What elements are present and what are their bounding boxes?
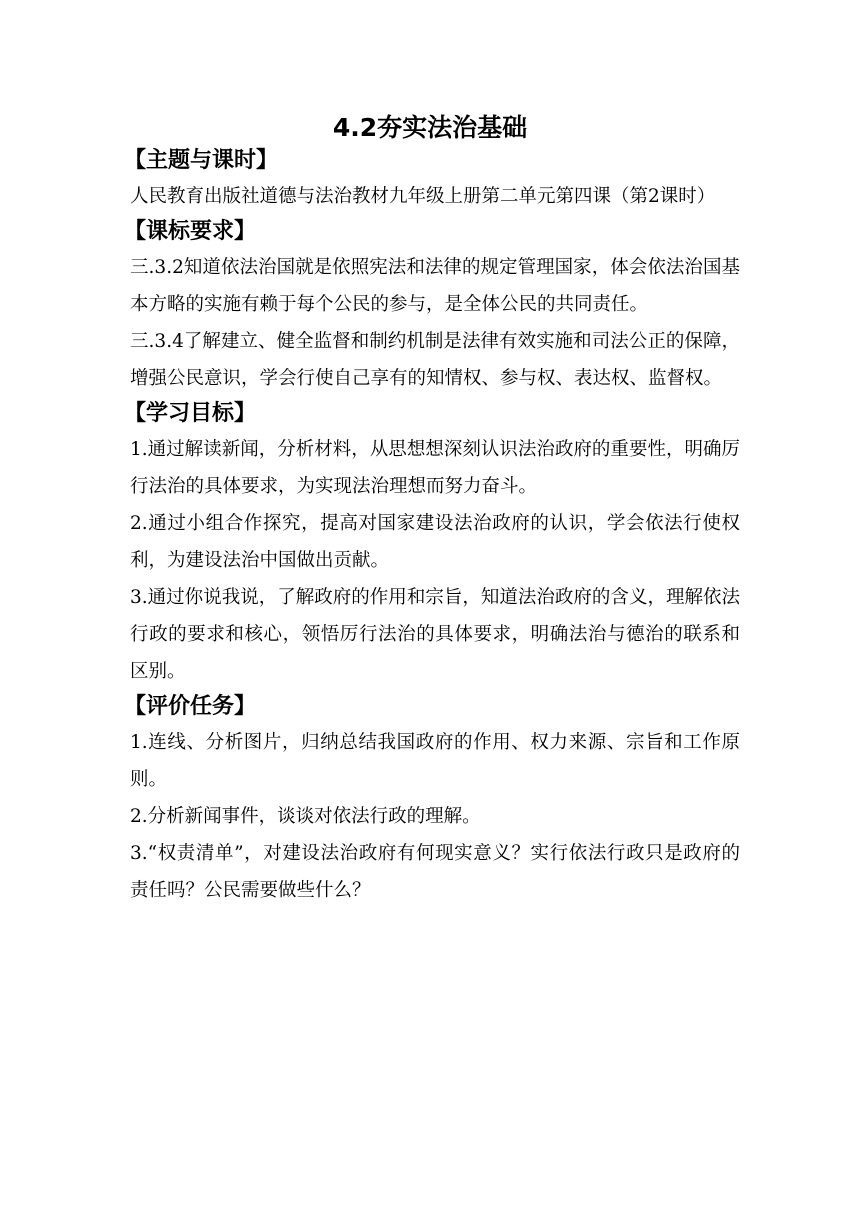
document-title: 4.2夯实法治基础 — [332, 113, 528, 142]
paragraph: 2.分析新闻事件，谈谈对依法行政的理解。 — [130, 806, 481, 827]
section-heading: 【评价任务】 — [124, 694, 257, 719]
section-assessment-tasks — [124, 690, 740, 909]
paragraph: 三.3.2知道依法治国就是依照宪法和法律的规定管理国家，体会依法治国基本方略的实施有赖于每个公民的参与，是全体公民的共同责任。 — [130, 257, 740, 315]
section-heading: 【学习目标】 — [124, 401, 257, 426]
paragraph: 1.通过解读新闻，分析材料，从思想想深刻认识法治政府的重要性，明确厉行法治的具体要求，为实现法治理想而努力奋斗。 — [130, 439, 740, 497]
paragraph: 三.3.4了解建立、健全监督和制约机制是法律有效实施和司法公正的保障，增强公民意识，学会行使自己享有的知情权、参与权、表达权、监督权。 — [130, 331, 740, 389]
section-heading: 【主题与课时】 — [124, 148, 279, 173]
paragraph: 2.通过小组合作探究，提高对国家建设法治政府的认识，学会依法行使权利，为建设法治中国做出贡献。 — [130, 513, 740, 571]
paragraph: 3.通过你说我说，了解政府的作用和宗旨，知道法治政府的含义，理解依法行政的要求和核心，领悟厉行法治的具体要求，明确法治与德治的联系和区别。 — [130, 587, 740, 682]
section-topic-and-lesson — [124, 144, 740, 215]
paragraph: 人民教育出版社道德与法治教材九年级上册第二单元第四课（第2课时） — [130, 186, 716, 207]
section-curriculum-requirements — [124, 215, 740, 397]
paragraph: 1.连线、分析图片，归纳总结我国政府的作用、权力来源、宗旨和工作原则。 — [130, 732, 740, 790]
paragraph: 3.“权责清单”，对建设法治政府有何现实意义？实行依法行政只是政府的责任吗？公民需要做些什么？ — [130, 843, 740, 901]
document-body — [124, 144, 740, 909]
section-learning-objectives — [124, 397, 740, 690]
section-heading: 【课标要求】 — [124, 219, 257, 244]
